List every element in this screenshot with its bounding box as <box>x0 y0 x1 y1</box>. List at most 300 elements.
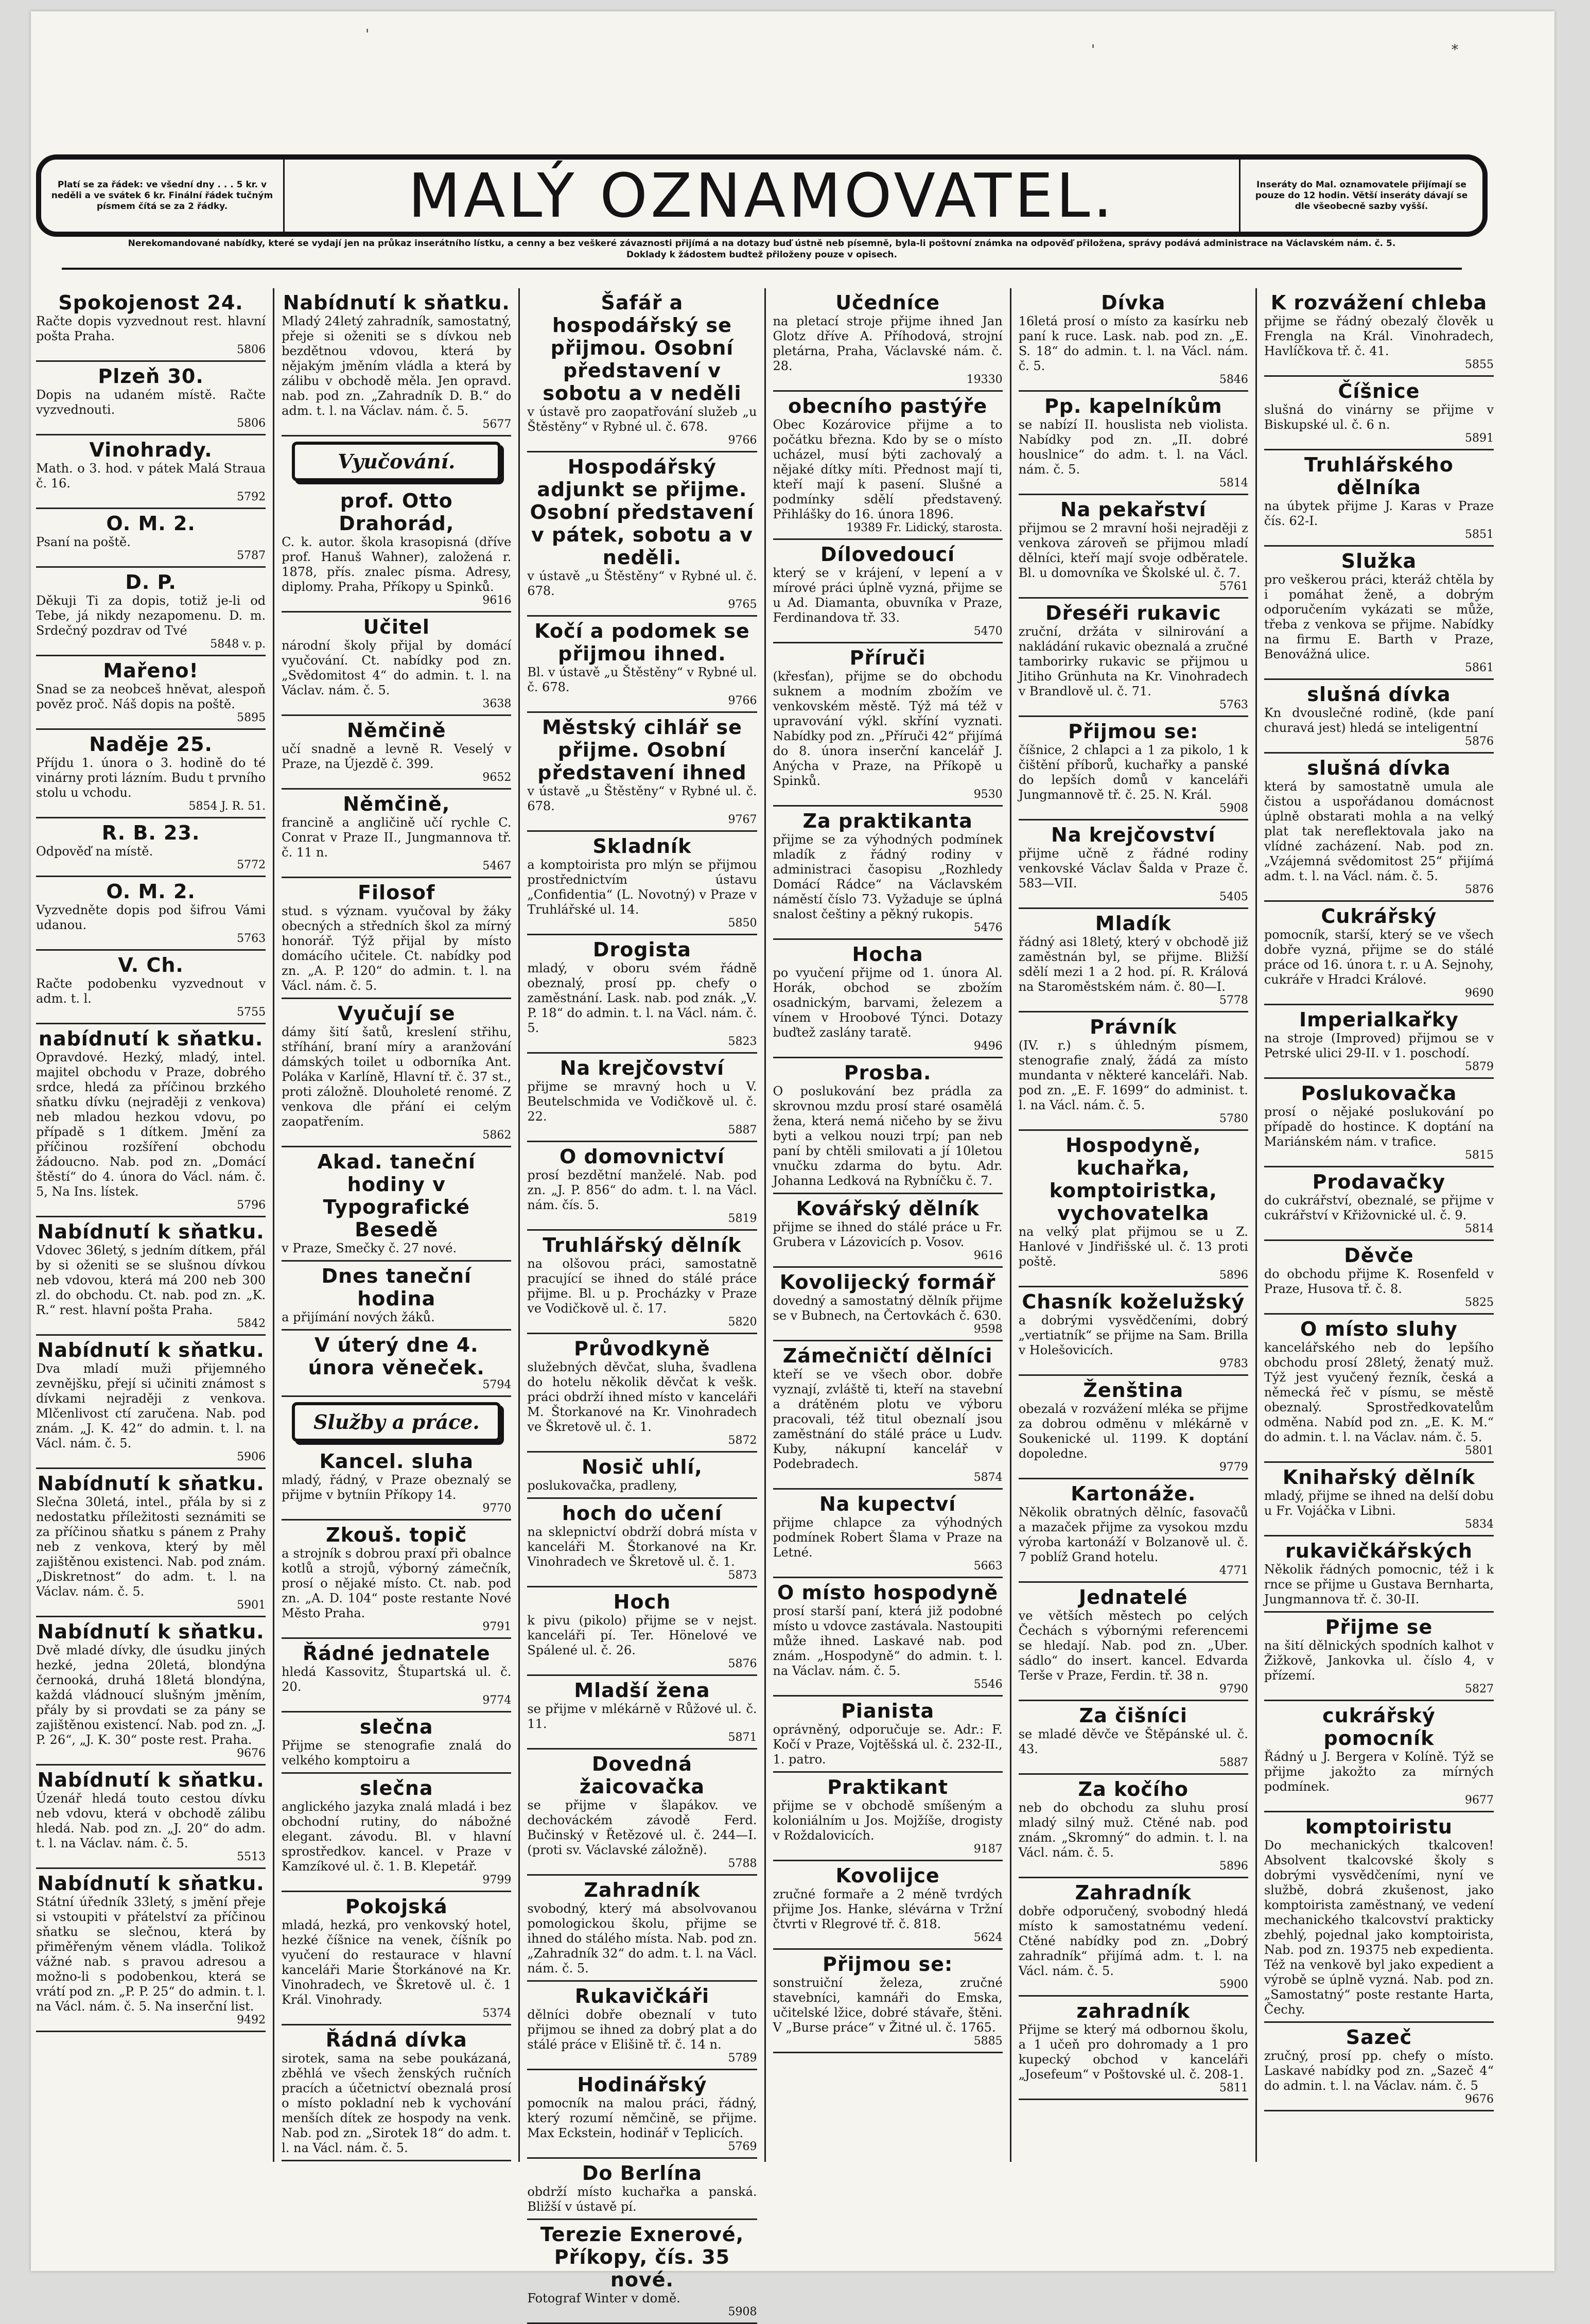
ad-number: 9783 <box>1219 1357 1248 1370</box>
masthead-rule <box>62 268 1462 270</box>
ad-body: Fotograf Winter v domě. <box>527 2291 680 2305</box>
ad-number: 9676 <box>1465 2093 1494 2106</box>
ad-body: mladý, v oboru svém řádně obeznalý, prosí pp. chefy o zaměstnání. Lask. nab. pod znák. „V. P. 18“ do admin. t. l. na Václ. nám. č. 5. <box>527 961 757 1035</box>
classified-ad <box>527 1982 757 2070</box>
ad-heading: Prodavačky <box>1312 1170 1446 1193</box>
ad-body: po vyučení přijme od 1. února Al. Horák, obchod se zbožím osadnickým, barvami, železem a vínem v Hroobové Týnci. Dotazy buďtež zaslány taratě. <box>773 966 1003 1040</box>
ad-heading: D. P. <box>125 571 177 593</box>
classified-ad <box>773 1697 1003 1773</box>
ad-body: se nabízí II. houslista neb violista. Nabídky pod zn. „II. dobré houslnice“ do adm. t. l. na Václ. nám. č. 5. <box>1018 417 1248 477</box>
classified-ad <box>36 288 266 362</box>
ad-heading: Jednatelé <box>1079 1586 1188 1609</box>
classified-ad <box>1264 754 1494 902</box>
ad-body: zručné formaře a 2 méně tvrdých přijme Jos. Hanke, slévárna v Tržní čtvrti v Rlegrové tř. č. 818. <box>773 1887 1003 1931</box>
classified-ad <box>527 1054 757 1142</box>
classified-ad <box>773 1773 1003 1861</box>
ad-body: Přijme se stenografie znalá do velkého komptoiru a <box>282 1738 512 1768</box>
ad-number: 5792 <box>237 491 266 503</box>
ad-heading: Poslukovačka <box>1301 1082 1457 1105</box>
ad-number: 9676 <box>237 1747 266 1760</box>
ad-body: mladý, řádný, v Praze obeznalý se přijme v bytníin Příkopy 14. <box>282 1473 512 1502</box>
ad-heading: Služka <box>1341 550 1417 572</box>
ad-body: na sklepnictví obdrží dobrá místa v kanceláři M. Štorkanové na Kr. Vinohradech ve Škretově ul. č. 1. <box>527 1525 757 1569</box>
ad-number: 5788 <box>728 1857 757 1870</box>
classified-ad <box>1019 1775 1248 1878</box>
classified-ad <box>527 1499 757 1587</box>
ad-body: Opravdové. Hezký, mladý, intel. majitel obchodu v Praze, dobrého srdce, hledá za příčinou brzkého sňatku dívku (nejraději z venkova) neb mladou hezkou vdovu, po případě s 1 dítkem. Jmění za příčinou rozšíření obchodu žádoucno. Nab. pod zn. „Domácí štěstí“ do 4. února do Václ. nám. č. 5, Na Ins. lístek. <box>36 1050 266 1199</box>
ad-heading: Truhlářského dělníka <box>1304 453 1454 499</box>
ad-number: 5887 <box>1219 1756 1248 1769</box>
ad-number: 9677 <box>1465 1794 1494 1807</box>
ad-body: C. k. autor. škola krasopisná (dříve prof. Hanuš Wahner), založená r. 1878, přís. znalec písma. Adresy, diplomy. Praha, Příkopy u Spinků. <box>282 535 512 594</box>
ad-heading: Učedníce <box>835 291 940 314</box>
classified-ad <box>773 1268 1003 1341</box>
ad-number: 9799 <box>482 1874 512 1886</box>
ad-number: 5823 <box>728 1035 757 1048</box>
ad-heading: O místo hospodyně <box>777 1581 999 1604</box>
ad-column <box>1257 288 1501 2162</box>
ad-heading: Knihařský dělník <box>1282 1466 1476 1489</box>
classified-ad <box>1019 1479 1248 1583</box>
ad-number: 5861 <box>1465 661 1494 674</box>
ad-number: 5814 <box>1219 477 1248 490</box>
ad-body: prosí bezdětní manželé. Nab. pod zn. „J. P. 856“ do adm. t. l. na Václ. nám. čís. 5. <box>527 1168 757 1212</box>
classified-ad <box>527 1587 757 1676</box>
ad-heading: Nabídnutí k sňatku. <box>37 1220 265 1243</box>
classified-ad <box>1019 717 1248 820</box>
ad-body: a komptoirista pro mlýn se přijmou prostřednictvím ústavu „Confidentia“ (L. Novotný) v Praze v Truhlářské ul. 14. <box>527 858 757 917</box>
ad-heading: Terezie Exnerové, Příkopy, čís. 35 nové. <box>540 2223 744 2291</box>
ad-heading: Kovolijce <box>835 1864 940 1887</box>
classified-ad <box>1264 1167 1494 1241</box>
masthead-note: Nerekomandované nabídky, které se vydají jen na průkaz inserátního lístku, a cenny a bez veškeré závaznosti přijímá a na dotazy buď ústně neb písemně, byla-li poštovní známka na odpověď přiložena, správy podává administrace na Václavském nám. č. 5. Doklady k žádostem budtež přiloženy pouze v opisech. <box>128 238 1396 260</box>
ad-body: pro veškerou práci, kteráž chtěla by i pomáhat ženě, a dobrým odporučením vykázati se může, třeba z venkova se přijme. Nabídky na firmu E. Barth v Praze, Benovážná ulice. <box>1264 572 1494 661</box>
ad-heading: Němčině <box>346 719 446 742</box>
ad-body: přijme se za výhodných podmínek mladík z řádný rodiny v administraci časopisu „Rozhledy Domácí Rádce“ na Václavském náměstí číslo 73. Vyžaduje se úplná snalost češtiny a pěkný rukopis. <box>773 832 1003 921</box>
ad-number: 5763 <box>237 932 266 945</box>
ad-body: k pivu (pikolo) přijme se v nejst. kanceláři pí. Ter. Hönelové ve Spálené ul. č. 26. <box>527 1613 757 1657</box>
ad-number: 5876 <box>728 1657 757 1670</box>
ad-body: Obec Kozárovice přijme a to počátku března. Kdo by se o místo ucházel, musí býti zachovalý a nějaké dítky míti. Přednost mají ti, kteří mají k pasení. Slušné a podmínky sdělí představený. Přihlášky do 16. února 1896. <box>773 417 1003 521</box>
section-heading: Vyučování. <box>292 442 501 481</box>
ad-heading: Kočí a podomek se přijmou ihned. <box>534 620 750 665</box>
ad-heading: Vinohrady. <box>89 439 213 461</box>
ad-body: Přijme se který má odbornou školu, a 1 učeň pro dohromady a 1 pro kupecký obchod v kanceláři „Josefeum“ v Poštovské ul. č. 208-1. <box>1018 2022 1248 2082</box>
ad-heading: rukavičkářských <box>1285 1540 1473 1562</box>
ad-body: na olšovou práci, samostatně pracující se ihned do stálé práce přijme. Bl. u p. Procházky v Praze ve Vodičkově ul. č. 17. <box>527 1256 757 1316</box>
ad-body: Vyzvedněte dopis pod šifrou Vámi udanou. <box>36 903 266 932</box>
ad-number: 5819 <box>728 1212 757 1225</box>
classified-ad <box>282 1892 511 2025</box>
ad-body: číšnice, 2 chlapci a 1 za pikolo, 1 k čištění příborů, kuchařky a panské do lepších domů v kanceláři Jungmannově tř. č. 25. N. Král. <box>1018 743 1248 802</box>
ad-heading: Přijmou se: <box>822 1953 953 1976</box>
ad-body: ve větších městech po celých Čechách s výbornými referencemi se hledají. Nab. pod zn. „Uber. sádlo“ do insert. kancel. Edvarda Terše v Praze, Ferdin. tř. 38 n. <box>1018 1609 1248 1683</box>
ad-heading: Zámečničtí dělníci <box>782 1344 993 1367</box>
ad-body: neb do obchodu za sluhu prosí mladý silný muž. Ctěné nab. pod znám. „Skromný“ do admin. t. l. na Václ. nám. č. 5. <box>1018 1801 1248 1860</box>
ad-column <box>29 288 274 2162</box>
ad-body: obezalá v rozvážení mléka se přijme za dobrou odměnu v mlékárně v Soukenické ul. 1199. K doptání dopoledne. <box>1018 1402 1248 1461</box>
ad-number: 5900 <box>1219 1978 1248 1991</box>
ad-heading: O. M. 2. <box>106 512 196 535</box>
ad-heading: Právník <box>1090 1016 1177 1038</box>
ad-number: 4771 <box>1219 1564 1248 1577</box>
ad-heading: O. M. 2. <box>106 880 196 903</box>
ad-heading: Řádná dívka <box>325 2029 467 2051</box>
classified-ad <box>282 1331 511 1397</box>
ad-body: Odpověď na místě. <box>36 844 153 859</box>
ad-heading: Hospodyně, kuchařka, komptoiristka, vychovatelka <box>1049 1134 1217 1225</box>
ad-number: 5513 <box>237 1850 266 1863</box>
classified-ad <box>1019 1701 1248 1775</box>
classified-ad <box>527 452 757 617</box>
classified-ad <box>36 656 266 730</box>
ad-heading: Na kupectví <box>819 1493 956 1515</box>
ad-body: přijme chlapce za výhodných podmínek Robert Šlama v Praze na Letné. <box>773 1515 1003 1560</box>
classified-ad <box>1019 909 1248 1012</box>
ad-body: přijme se řádný obezalý člověk u Frengla na Král. Vinohradech, Havlíčkova tř. č. 41. <box>1264 314 1494 358</box>
ad-heading: O domovnictví <box>559 1145 725 1168</box>
ad-heading: Mladší žena <box>574 1679 710 1702</box>
ad-heading: Zkouš. topič <box>326 1524 467 1546</box>
ad-heading: Do Berlína <box>582 2162 702 2185</box>
ad-heading: Plzeň 30. <box>98 365 204 388</box>
ad-heading: Za čišníci <box>1079 1704 1187 1727</box>
ad-body: na úbytek přijme J. Karas v Praze čís. 62-I. <box>1264 499 1494 528</box>
ad-number: 5801 <box>1465 1444 1494 1457</box>
ad-heading: Dnes taneční hodina <box>321 1265 471 1310</box>
ad-number: 5848 v. p. <box>210 638 266 651</box>
ad-heading: Zahradník <box>1075 1881 1192 1904</box>
ad-body: mladý, přijme se ihned na delší dobu u Fr. Vojáčka v Libni. <box>1264 1489 1494 1518</box>
ad-number: 5876 <box>1465 735 1494 748</box>
ad-number: 9770 <box>482 1502 512 1515</box>
ad-heading: Na krejčovství <box>560 1057 725 1079</box>
ad-number: 5789 <box>728 2052 757 2065</box>
ad-heading: Truhlářský dělník <box>543 1234 742 1256</box>
ad-heading: Dílovedoucí <box>820 543 955 566</box>
ad-body: Psaní na poště. <box>36 535 131 549</box>
ad-heading: Akad. taneční hodiny v Typografické Besedě <box>317 1150 476 1241</box>
classified-ad <box>36 1336 266 1469</box>
classified-ad <box>36 1766 266 1869</box>
classified-ad <box>282 486 511 613</box>
ad-number: 5873 <box>728 1569 757 1582</box>
ad-number: 5872 <box>728 1434 757 1447</box>
margin-mark: * <box>1452 42 1458 58</box>
ad-body: Řádný u J. Bergera v Kolíně. Týž se přijme jakožto za mírných podmínek. <box>1264 1750 1494 1794</box>
ad-heading: komptoiristu <box>1305 1815 1453 1838</box>
ad-heading: slušná dívka <box>1307 683 1451 706</box>
ad-body: Račte dopis vyzvednout rest. hlavní pošta Praha. <box>36 314 266 343</box>
ad-body: Kn dvouslečné rodině, (kde paní churavá jest) hledá se inteligentní <box>1264 706 1494 735</box>
classified-ad <box>282 1639 511 1713</box>
classified-ad <box>1264 902 1494 1005</box>
classified-ad <box>527 1676 757 1750</box>
classified-ad <box>282 878 511 999</box>
section-heading: Služby a práce. <box>292 1402 501 1442</box>
ad-number: 5879 <box>1465 1060 1494 1073</box>
ad-heading: Zahradník <box>584 1879 701 1901</box>
ad-heading: Ženština <box>1083 1379 1184 1402</box>
classified-ad <box>282 1147 511 1262</box>
ad-body: kteří se ve všech obor. dobře vyznají, zvláště ti, kteří na stavební a drátěném plotu ve výboru pracovali, též titul obeznalí jsou zaměstnání do stálé práce u Ludv. Kuby, nákupní kancelář v Podebradech. <box>773 1367 1003 1471</box>
ad-number: 19389 Fr. Lidický, starosta. <box>846 521 1003 534</box>
ad-heading: Drogista <box>592 938 691 961</box>
margin-mark: ' <box>1091 42 1095 58</box>
ad-heading: Kancel. sluha <box>319 1450 474 1473</box>
ad-heading: Spokojenost 24. <box>58 291 243 314</box>
ad-body: přijme se ihned do stálé práce u Fr. Grubera v Lázovicích p. Vosov. <box>773 1220 1003 1249</box>
ad-number: 9766 <box>728 434 757 447</box>
ad-heading: Cukrářský <box>1321 905 1437 928</box>
ad-body: učí snadně a levně R. Veselý v Praze, na Újezdě č. 399. <box>282 742 512 771</box>
ad-number: 5896 <box>1219 1860 1248 1873</box>
ad-number: 5806 <box>237 343 266 356</box>
ad-number: 9690 <box>1465 987 1494 1000</box>
ad-column <box>766 288 1011 2162</box>
ad-heading: Šafář a hospodářský se přijmou. Osobní představení v sobotu a v neděli <box>543 291 742 405</box>
ad-number: 5908 <box>728 2305 757 2318</box>
ad-number: 5891 <box>1465 432 1494 445</box>
ad-body: dělníci dobře obeznalí v tuto přijmou se ihned za dobrý plat a do stálé práce v Elišině tř. č. 14 n. <box>527 2007 757 2052</box>
ad-heading: Hocha <box>852 943 923 966</box>
ad-number: 5895 <box>237 711 266 724</box>
ad-body: anglického jazyka znalá mladá i bez obchodní rutiny, do nábožné elegant. závodu. Bl. v hlavní sprostředkov. kancel. v Praze v Kamzíkové ul. č. 1. B. Klepetář. <box>282 1799 512 1874</box>
ad-number: 5896 <box>1219 1269 1248 1282</box>
classified-ad <box>282 288 511 436</box>
ad-body: řádný asi 18letý, který v obchodě již zaměstnán byl, se přijme. Bližší sdělí mezi 1 a 2 hod. pí. R. Králová na Staroměstském nám. č. 80—I. <box>1018 935 1248 994</box>
ad-body: Dopis na udaném místě. Račte vyzvednouti. <box>36 388 266 417</box>
ad-number: 9652 <box>482 771 512 784</box>
classified-ad <box>1019 820 1248 909</box>
ad-body: přijme se mravný hoch u V. Beutelschmida ve Vodičkově ul. č. 22. <box>527 1079 757 1124</box>
ad-body: a strojník s dobrou praxí při obalnce kotlů a strojů, výborný zámečník, prosí o nějaké místo. Ct. nab. pod zn. „A. D. 104“ poste restante Nové Město Praha. <box>282 1546 512 1620</box>
ad-body: Bl. v ústavě „u Štěstěny“ v Rybné ul. č. 678. <box>527 665 757 694</box>
classified-ad <box>527 1876 757 1982</box>
ad-number: 9492 <box>237 2014 266 2026</box>
margin-mark: ' <box>365 27 370 42</box>
ad-heading: slečna <box>359 1716 433 1738</box>
ad-body: dovedný a samostatný dělník přijme se v Bubnech, na Čertovkách č. 630. <box>773 1294 1003 1323</box>
ad-heading: Nabídnutí k sňatku. <box>37 1872 265 1895</box>
ad-body: slušná do vinárny se přijme v Biskupské ul. č. 6 n. <box>1264 403 1494 432</box>
ad-number: 5834 <box>1465 1518 1494 1531</box>
ad-body: v ústavě „u Štěstěny“ v Rybné ul. č. 678. <box>527 569 757 598</box>
ad-number: 5827 <box>1465 1683 1494 1696</box>
ad-heading: Číšnice <box>1338 380 1420 403</box>
ad-number: 5854 J. R. 51. <box>188 800 266 813</box>
ad-heading: Nosič uhlí, <box>581 1456 703 1478</box>
ad-number: 9187 <box>973 1843 1003 1856</box>
ad-number: 9790 <box>1219 1683 1248 1696</box>
ad-heading: Pokojská <box>345 1895 448 1918</box>
ad-heading: Skladník <box>592 835 692 858</box>
ad-heading: Nabídnutí k sňatku. <box>37 1472 265 1495</box>
ad-number: 5763 <box>1219 698 1248 711</box>
ad-heading: Hodinářský <box>577 2073 707 2096</box>
classified-ad <box>1264 1812 1494 2023</box>
classified-ad <box>1264 680 1494 754</box>
ad-heading: Řádné jednatele <box>302 1642 491 1665</box>
classified-ad <box>36 509 266 568</box>
classified-ad <box>36 1469 266 1617</box>
masthead-price-box: Platí se za řádek: ve všední dny . . . 5 kr. v neděli a ve svátek 6 kr. Finální řádek tučným písmem čítá se za 2 řádky. <box>51 179 273 212</box>
classified-ad <box>773 540 1003 643</box>
ad-body: Dvě mladé dívky, dle úsudku jiných hezké, jedna 20letá, blondýna černooká, druhá 18letá blondýna, každá vládnoucí slušným jměním, přály by si provdati se za pány se zajištěnou existencí. Nab. pod zn. „J. P. 26“, „J. K. 30“ poste rest. Praha. <box>36 1643 266 1747</box>
classified-ad <box>1019 1376 1248 1479</box>
ad-body: Několik řádných pomocnic, též i k rnce se přijme u Gustava Bernharta, Jungmannova tř. č. 30-II. <box>1264 1562 1494 1606</box>
ad-heading: Na krejčovství <box>1051 824 1216 846</box>
ad-body: na velký plat přijmou se u Z. Hanlové v Jindřišské ul. č. 13 proti poště. <box>1018 1225 1248 1269</box>
ad-body: a přijímání nových žáků. <box>282 1310 435 1324</box>
ad-number: 9765 <box>728 598 757 611</box>
ad-body: kancelářského neb do lepšího obchodu prosí 28letý, ženatý muž. Týž jest vyučený řezník, česká a německá řeč v písmu, se městě obeznalý. Sprostředkovatelům odměna. Nabíd pod zn. „E. K. M.“ do admin. t. l. na Václav. nám. č. 5. <box>1264 1340 1494 1444</box>
ad-number: 5374 <box>482 2007 512 2020</box>
ad-heading: Přijmou se: <box>1068 720 1199 743</box>
ad-number: 5855 <box>1465 358 1494 371</box>
classified-ad <box>36 1024 266 1217</box>
ad-number: 5761 <box>1219 580 1248 593</box>
ad-heading: Dívka <box>1101 291 1166 314</box>
ad-heading: K rozvážení chleba <box>1270 291 1488 314</box>
ad-number: 9616 <box>482 594 512 607</box>
classified-ad <box>282 2025 511 2161</box>
classified-ad <box>1264 450 1494 547</box>
ad-body: dámy šití šatů, kreslení střihu, stříhání, braní míry a aranžování dámských toilet u odborníka Ant. Poláka v Karlíně, Hlavní tř. č. 37 st., proti záložně. Dlouholeté renomé. Z venkova dle přání ei celým zaopatřením. <box>282 1025 512 1129</box>
classified-ad <box>773 1578 1003 1697</box>
ad-number: 9496 <box>973 1040 1003 1053</box>
ad-heading: slečna <box>359 1777 433 1799</box>
ad-body: oprávněný, odporučuje se. Adr.: F. Kočí v Praze, Vojtěšská ul. č. 232-II., 1. patro. <box>773 1722 1003 1767</box>
ad-body: v Praze, Smečky č. 27 nové. <box>282 1241 457 1255</box>
ad-body: přijme učně z řádné rodiny venkovské Václav Šalda v Praze č. 583—VII. <box>1018 846 1248 890</box>
ad-heading: zahradník <box>1076 2000 1191 2022</box>
ad-number: 5772 <box>237 859 266 871</box>
classified-ad <box>527 1334 757 1453</box>
ad-body: poslukovačka, pradleny, <box>527 1478 677 1493</box>
ad-heading: Příruči <box>849 646 926 669</box>
ad-heading: Dřeséři rukavic <box>1045 602 1221 624</box>
ad-body: na stroje (Improved) přijmou se v Petrské ulici 29-II. v 1. poschodí. <box>1264 1031 1494 1060</box>
ad-body: v ústavě „u Štěstěny“ v Rybné ul. č. 678. <box>527 784 757 813</box>
ad-number: 5755 <box>237 1006 266 1019</box>
ad-number: 9774 <box>482 1694 512 1707</box>
classified-ad <box>527 617 757 713</box>
ad-body: francině a angličině učí rychle C. Conrat v Praze II., Jungmannova tř. č. 11 n. <box>282 815 512 860</box>
classified-ad <box>1019 1583 1248 1701</box>
classified-ad <box>282 1521 511 1639</box>
classified-ad <box>1019 1287 1248 1376</box>
ad-heading: Na pekařství <box>1060 498 1207 521</box>
ad-number: 5806 <box>237 417 266 430</box>
classified-ad <box>527 935 757 1054</box>
ad-number: 5842 <box>237 1317 266 1330</box>
ad-number: 5796 <box>237 1199 266 1212</box>
classified-ad <box>527 1231 757 1334</box>
classified-ad <box>1264 1315 1494 1463</box>
masthead-title: MALÝ OZNAMOVATEL. <box>283 160 1240 232</box>
classified-ad <box>773 807 1003 940</box>
ad-body: svobodný, který má absolvovanou pomologickou školu, přijme se ihned do stálého místa. Nab. pod zn. „Zahradník 32“ do adm. t. l. na Václ. nám. č. 5. <box>527 1901 757 1976</box>
classified-ad <box>1264 1701 1494 1812</box>
ad-body: pomocník, starší, který se ve všech dobře vyzná, přijme se do stálé práce od 16. února t. r. u A. Sejnohy, cukráře v Hradci Králové. <box>1264 928 1494 987</box>
ad-body: Státní úředník 33letý, s jmění přeje si vstoupiti v přátelství za příčinou sňatku se slečnou, která by přiměřeným věnem vládla. Tolikož vážné nab. s pravou adresou a možno-li s podobenkou, která se vrátí pod zn. „P. P. 25“ do admin. t. l. na Václ. nám. č. 5. Na inserční list. <box>36 1895 266 2014</box>
classified-ad <box>282 1713 511 1774</box>
classified-ad <box>1264 1613 1494 1701</box>
ad-number: 5874 <box>973 1471 1003 1484</box>
ad-number: 5624 <box>973 1931 1003 1944</box>
classified-ad <box>527 2220 757 2324</box>
ad-number: 5851 <box>1465 528 1494 541</box>
classified-ad <box>1019 599 1248 717</box>
ad-body: (křesťan), přijme se do obchodu suknem a modním zbožím ve venkovském městě. Týž má též v upravování výkl. skříní vyznati. Nabídky pod zn. „Příruči 42“ přijímá do 8. února inserční kancelář J. Anýcha v Praze, na Příkopě u Spinků. <box>773 669 1003 788</box>
ad-number: 5787 <box>237 549 266 562</box>
ad-heading: V úterý dne 4. února věneček. <box>308 1334 485 1379</box>
ad-heading: Imperialkařky <box>1299 1008 1459 1031</box>
classified-ad <box>1019 1997 1248 2100</box>
ad-body: Dva mladí muži přijemného zevnějšku, přejí si učiniti známost s dívkami nejraději z venkova. Mlčenlivost ctí zaručena. Nab. pod znám. „J. K. 42“ do admin. t. l. na Václ. nám. č. 5. <box>36 1361 266 1451</box>
ad-heading: Děvče <box>1344 1244 1414 1267</box>
ad-heading: nabídnutí k sňatku. <box>38 1027 264 1050</box>
classified-ad <box>527 2070 757 2159</box>
classified-ad <box>1264 2023 1494 2111</box>
ad-number: 9598 <box>973 1323 1003 1336</box>
ad-number: 5778 <box>1219 994 1248 1007</box>
ad-number: 5885 <box>973 2035 1003 2048</box>
ad-body: která by samostatně umula ale čistou a uspořádanou domácnost úplně obstarati mohla a na velký plat tak nereflektovala jako na vlídné zacházení. Nab. pod zn. „Vzájemná svědomitost 25“ přijímá adm. t. l. na Václ. nám. č. 5. <box>1264 779 1494 883</box>
classified-ad <box>36 362 266 435</box>
ad-heading: V. Ch. <box>118 954 184 976</box>
classified-ad <box>36 568 266 656</box>
classified-ad <box>36 951 266 1024</box>
ad-column <box>1011 288 1257 2162</box>
ad-body: Math. o 3. hod. v pátek Malá Straua č. 16. <box>36 461 266 491</box>
classified-ad <box>1019 495 1248 599</box>
classified-ad <box>773 392 1003 540</box>
classified-ad <box>36 730 266 818</box>
ad-body: Mladý 24letý zahradník, samostatný, přeje si oženiti se s dívkou neb bezdětnou vdovou, která by nějakým jměním vládla a která by zálibu v obchodě měla. Jen opravd. nab. pod zn. „Zahradník D. B.“ do adm. t. l. na Václav. nám. č. 5. <box>282 314 512 418</box>
masthead-info-box: Inseráty do Mal. oznamovatele přijímají se pouze do 12 hodin. Větší inseráty dávají se dle všeobecně sazby vyšší. <box>1255 179 1468 212</box>
ad-heading: Pp. kapelníkům <box>1044 395 1222 417</box>
classified-ad <box>773 1194 1003 1268</box>
classified-ad <box>1264 288 1494 377</box>
ad-heading: Městský cihlář se přijme. Osobní představení ihned <box>537 716 747 784</box>
ad-heading: R. B. 23. <box>101 822 200 844</box>
ad-body: obdrží místo kuchařka a panská. Bližší v ústavě pí. <box>527 2185 757 2214</box>
ad-number: 5906 <box>237 1451 266 1463</box>
ad-body: zruční, držáta v silnirování a nakládání rukavic obeznalá a zručné tamborirky rukavic se přijmou u Jitiho Grünhuta na Kr. Vinohradech v Brandlově ul. č. 71. <box>1018 624 1248 698</box>
classified-ad <box>527 713 757 832</box>
ad-heading: Mařeno! <box>103 659 199 682</box>
classified-ad <box>773 288 1003 392</box>
classified-ad <box>527 1453 757 1499</box>
ad-body: pomocník na malou práci, řádný, který rozumí němčině, se přijme. Max Eckstein, hodinář v Teplicích. <box>527 2096 757 2140</box>
ad-heading: Pianista <box>841 1700 935 1722</box>
classified-ad <box>36 1617 266 1766</box>
ad-body: a dobrými vysvědčeními, dobrý „vertiatník“ se přijme na Sam. Brilla v Holešovicích. <box>1018 1313 1248 1357</box>
classified-ad <box>773 1490 1003 1578</box>
classified-ad <box>527 832 757 935</box>
ad-columns <box>29 288 1501 2318</box>
ad-body: do obchodu přijme K. Rosenfeld v Praze, Husova tř. č. 8. <box>1264 1267 1494 1296</box>
ad-number: 5871 <box>728 1731 757 1744</box>
ad-heading: Nabídnutí k sňatku. <box>37 1620 265 1643</box>
classified-ad <box>282 1262 511 1331</box>
ad-number: 5850 <box>728 917 757 930</box>
ad-number: 5663 <box>973 1560 1003 1572</box>
classified-ad <box>36 1869 266 2032</box>
ad-number: 5825 <box>1465 1296 1494 1309</box>
